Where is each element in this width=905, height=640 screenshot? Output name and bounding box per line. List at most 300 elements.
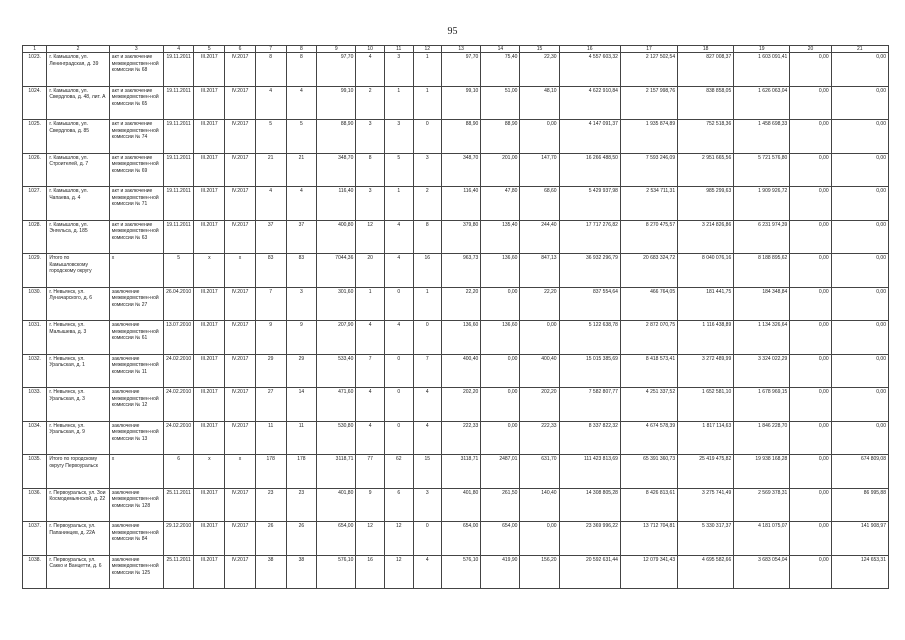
cell-area-private: 135,40 — [481, 220, 520, 254]
table-row — [23, 488, 889, 522]
cell-cost-other: 0,00 — [831, 254, 888, 288]
cell-area-resettled: 136,60 — [442, 321, 481, 355]
cell-cost-regional: 827 008,37 — [678, 53, 734, 87]
cell-planned-end: IV.2017 — [225, 421, 256, 455]
cell-residents-planned: 21 — [255, 153, 286, 187]
cell-cost-extra: 0,00 — [790, 153, 831, 187]
cell-residents-resettled: 14 — [286, 388, 317, 422]
column-number-cell: 10 — [356, 46, 385, 53]
cell-cost-total: 17 717 276,82 — [559, 220, 620, 254]
cell-row-number: 1035. — [23, 455, 47, 489]
cell-rooms-municipal: 4 — [413, 388, 442, 422]
cell-basis-document: заключение межведомствен-ной комиссии № 128 — [109, 488, 163, 522]
table-row — [23, 53, 889, 87]
cell-area-private: 654,00 — [481, 522, 520, 556]
table-row — [23, 522, 889, 556]
cell-area-municipal: 140,40 — [520, 488, 559, 522]
cell-cost-extra: 0,00 — [790, 53, 831, 87]
cell-row-number: 1033. — [23, 388, 47, 422]
cell-row-number: 1038. — [23, 555, 47, 589]
cell-row-number: 1024. — [23, 86, 47, 120]
column-number-cell: 9 — [317, 46, 356, 53]
cell-total-area: 207,90 — [317, 321, 356, 355]
cell-rooms-private: 0 — [384, 421, 413, 455]
cell-area-municipal: 147,70 — [520, 153, 559, 187]
cell-residents-resettled: 3 — [286, 287, 317, 321]
cell-total-area: 401,80 — [317, 488, 356, 522]
cell-area-municipal: 631,70 — [520, 455, 559, 489]
cell-residents-planned: 178 — [255, 455, 286, 489]
column-number-cell: 5 — [194, 46, 225, 53]
cell-cost-extra: 0,00 — [790, 86, 831, 120]
cell-cost-local: 1 626 063,04 — [734, 86, 790, 120]
table-row — [23, 153, 889, 187]
cell-area-private: 0,00 — [481, 421, 520, 455]
column-number-cell: 4 — [163, 46, 194, 53]
cell-basis-document: заключение межведомствен-ной комиссии № 61 — [109, 321, 163, 355]
cell-cost-extra: 0,00 — [790, 254, 831, 288]
cell-basis-document: х — [109, 254, 163, 288]
column-number-cell: 20 — [790, 46, 831, 53]
cell-rooms-private: 6 — [384, 488, 413, 522]
cell-area-private: 88,90 — [481, 120, 520, 154]
cell-rooms-municipal: 1 — [413, 53, 442, 87]
cell-cost-other: 141 908,97 — [831, 522, 888, 556]
column-number-cell: 16 — [559, 46, 620, 53]
cell-area-resettled: 22,20 — [442, 287, 481, 321]
cell-cost-local: 6 231 974,39 — [734, 220, 790, 254]
column-number-cell: 15 — [520, 46, 559, 53]
cell-recognition-date: 19.11.2011 — [163, 153, 194, 187]
cell-recognition-date: 13.07.2010 — [163, 321, 194, 355]
cell-area-private: 201,00 — [481, 153, 520, 187]
cell-recognition-date: 6 — [163, 455, 194, 489]
cell-recognition-date: 26.04.2010 — [163, 287, 194, 321]
cell-planned-start: III.2017 — [194, 555, 225, 589]
cell-cost-other: 0,00 — [831, 220, 888, 254]
cell-area-resettled: 88,90 — [442, 120, 481, 154]
column-number-row — [23, 46, 889, 53]
cell-rooms-total: 4 — [356, 388, 385, 422]
cell-row-number: 1025. — [23, 120, 47, 154]
cell-area-resettled: 202,20 — [442, 388, 481, 422]
cell-cost-other: 0,00 — [831, 388, 888, 422]
cell-residents-resettled: 11 — [286, 421, 317, 455]
cell-cost-fund: 8 270 475,57 — [620, 220, 677, 254]
cell-row-number: 1026. — [23, 153, 47, 187]
cell-cost-local: 1 909 926,72 — [734, 187, 790, 221]
cell-planned-end: х — [225, 254, 256, 288]
cell-planned-start: III.2017 — [194, 354, 225, 388]
cell-cost-other: 0,00 — [831, 120, 888, 154]
cell-row-number: 1029. — [23, 254, 47, 288]
cell-rooms-private: 62 — [384, 455, 413, 489]
cell-basis-document: х — [109, 455, 163, 489]
cell-area-municipal: 68,60 — [520, 187, 559, 221]
cell-cost-other: 0,00 — [831, 321, 888, 355]
cell-cost-regional: 181 441,75 — [678, 287, 734, 321]
cell-area-resettled: 576,10 — [442, 555, 481, 589]
cell-basis-document: акт и заключение межведомствен-ной комиссии № 71 — [109, 187, 163, 221]
cell-cost-fund: 8 418 573,41 — [620, 354, 677, 388]
cell-planned-end: IV.2017 — [225, 488, 256, 522]
cell-rooms-municipal: 0 — [413, 522, 442, 556]
cell-area-private: 419,90 — [481, 555, 520, 589]
cell-cost-total: 15 015 385,69 — [559, 354, 620, 388]
cell-cost-fund: 13 712 704,81 — [620, 522, 677, 556]
column-number-cell: 2 — [47, 46, 109, 53]
cell-rooms-municipal: 1 — [413, 287, 442, 321]
cell-planned-end: IV.2017 — [225, 187, 256, 221]
cell-total-area: 97,70 — [317, 53, 356, 87]
cell-planned-end: IV.2017 — [225, 120, 256, 154]
cell-recognition-date: 25.11.2011 — [163, 555, 194, 589]
cell-planned-end: х — [225, 455, 256, 489]
cell-rooms-municipal: 3 — [413, 488, 442, 522]
cell-cost-local: 8 188 895,62 — [734, 254, 790, 288]
cell-cost-regional: 985 299,63 — [678, 187, 734, 221]
cell-rooms-private: 3 — [384, 53, 413, 87]
cell-basis-document: акт и заключение межведомствен-ной комиссии № 63 — [109, 220, 163, 254]
cell-cost-fund: 2 872 070,75 — [620, 321, 677, 355]
cell-rooms-total: 12 — [356, 522, 385, 556]
cell-address: Итого по Камышловскому городскому округу — [47, 254, 109, 288]
table-row — [23, 187, 889, 221]
cell-area-municipal: 222,33 — [520, 421, 559, 455]
cell-planned-start: III.2017 — [194, 388, 225, 422]
cell-basis-document: заключение межведомствен-ной комиссии № 125 — [109, 555, 163, 589]
cell-residents-planned: 4 — [255, 86, 286, 120]
cell-row-number: 1028. — [23, 220, 47, 254]
cell-cost-extra: 0,00 — [790, 354, 831, 388]
cell-cost-extra: 0,00 — [790, 421, 831, 455]
column-number-cell: 19 — [734, 46, 790, 53]
cell-residents-planned: 4 — [255, 187, 286, 221]
cell-area-resettled: 99,10 — [442, 86, 481, 120]
cell-rooms-municipal: 2 — [413, 187, 442, 221]
page-number: 95 — [447, 26, 458, 37]
cell-total-area: 88,90 — [317, 120, 356, 154]
cell-area-private: 0,00 — [481, 388, 520, 422]
cell-address: г. Камышлов, ул. Чапаева, д. 4 — [47, 187, 109, 221]
cell-rooms-private: 4 — [384, 321, 413, 355]
cell-planned-start: III.2017 — [194, 488, 225, 522]
cell-address: г. Камышлов, ул. Ленинградская, д. 39 — [47, 53, 109, 87]
cell-planned-end: IV.2017 — [225, 388, 256, 422]
cell-total-area: 530,80 — [317, 421, 356, 455]
cell-rooms-private: 3 — [384, 120, 413, 154]
cell-cost-fund: 12 079 341,43 — [620, 555, 677, 589]
table-row — [23, 287, 889, 321]
cell-planned-start: III.2017 — [194, 220, 225, 254]
cell-recognition-date: 24.02.2010 — [163, 354, 194, 388]
cell-cost-fund: 4 251 337,52 — [620, 388, 677, 422]
cell-area-municipal: 202,20 — [520, 388, 559, 422]
cell-row-number: 1023. — [23, 53, 47, 87]
cell-planned-end: IV.2017 — [225, 287, 256, 321]
cell-planned-start: III.2017 — [194, 287, 225, 321]
cell-total-area: 654,00 — [317, 522, 356, 556]
cell-residents-resettled: 38 — [286, 555, 317, 589]
cell-recognition-date: 19.11.2011 — [163, 86, 194, 120]
cell-area-resettled: 400,40 — [442, 354, 481, 388]
column-number-cell: 3 — [109, 46, 163, 53]
cell-area-municipal: 244,40 — [520, 220, 559, 254]
cell-area-municipal: 22,20 — [520, 287, 559, 321]
cell-rooms-total: 77 — [356, 455, 385, 489]
cell-basis-document: акт и заключение межведомствен-ной комиссии № 65 — [109, 86, 163, 120]
cell-residents-planned: 38 — [255, 555, 286, 589]
cell-cost-total: 837 554,64 — [559, 287, 620, 321]
cell-rooms-total: 3 — [356, 187, 385, 221]
column-number-cell: 6 — [225, 46, 256, 53]
cell-rooms-private: 12 — [384, 522, 413, 556]
cell-cost-regional: 3 214 826,86 — [678, 220, 734, 254]
cell-cost-extra: 0,00 — [790, 522, 831, 556]
table-row — [23, 86, 889, 120]
cell-cost-local: 1 134 326,64 — [734, 321, 790, 355]
cell-area-resettled: 222,33 — [442, 421, 481, 455]
cell-cost-other: 0,00 — [831, 287, 888, 321]
cell-cost-fund: 65 391 360,73 — [620, 455, 677, 489]
cell-cost-fund: 2 534 711,31 — [620, 187, 677, 221]
cell-cost-extra: 0,00 — [790, 488, 831, 522]
cell-area-private: 75,40 — [481, 53, 520, 87]
cell-cost-extra: 0,00 — [790, 120, 831, 154]
cell-cost-local: 5 721 576,80 — [734, 153, 790, 187]
cell-area-resettled: 116,40 — [442, 187, 481, 221]
cell-cost-fund: 2 157 998,76 — [620, 86, 677, 120]
cell-cost-local: 3 324 022,29 — [734, 354, 790, 388]
cell-residents-resettled: 9 — [286, 321, 317, 355]
cell-cost-other: 0,00 — [831, 153, 888, 187]
cell-row-number: 1034. — [23, 421, 47, 455]
cell-rooms-municipal: 0 — [413, 120, 442, 154]
cell-rooms-total: 2 — [356, 86, 385, 120]
cell-cost-total: 111 423 813,69 — [559, 455, 620, 489]
cell-cost-extra: 0,00 — [790, 555, 831, 589]
cell-rooms-total: 4 — [356, 321, 385, 355]
cell-planned-end: IV.2017 — [225, 555, 256, 589]
cell-area-private: 47,80 — [481, 187, 520, 221]
column-number-cell: 1 — [23, 46, 47, 53]
cell-rooms-total: 3 — [356, 120, 385, 154]
cell-address: г. Первоуральск, ул. Зои Космодемьянской, д. 22 — [47, 488, 109, 522]
cell-residents-planned: 23 — [255, 488, 286, 522]
cell-area-municipal: 400,40 — [520, 354, 559, 388]
cell-address: г. Камышлов, ул. Свердлова, д. 85 — [47, 120, 109, 154]
cell-rooms-private: 1 — [384, 86, 413, 120]
cell-cost-local: 1 846 228,70 — [734, 421, 790, 455]
cell-planned-end: IV.2017 — [225, 53, 256, 87]
cell-cost-total: 16 266 488,50 — [559, 153, 620, 187]
cell-residents-planned: 11 — [255, 421, 286, 455]
cell-address: г. Камышлов, ул. Свердлова, д. 48, лит. А — [47, 86, 109, 120]
table-row — [23, 220, 889, 254]
cell-planned-end: IV.2017 — [225, 354, 256, 388]
cell-area-private: 136,60 — [481, 254, 520, 288]
cell-cost-fund: 1 935 874,89 — [620, 120, 677, 154]
cell-area-municipal: 22,30 — [520, 53, 559, 87]
cell-area-municipal: 48,10 — [520, 86, 559, 120]
cell-recognition-date: 25.11.2011 — [163, 488, 194, 522]
cell-basis-document: заключение межведомствен-ной комиссии № 13 — [109, 421, 163, 455]
cell-cost-local: 1 678 969,15 — [734, 388, 790, 422]
cell-cost-regional: 25 419 475,82 — [678, 455, 734, 489]
cell-total-area: 400,80 — [317, 220, 356, 254]
cell-basis-document: заключение межведомствен-ной комиссии № 12 — [109, 388, 163, 422]
cell-cost-fund: 4 674 578,39 — [620, 421, 677, 455]
table-row — [23, 321, 889, 355]
cell-rooms-total: 4 — [356, 53, 385, 87]
cell-total-area: 471,60 — [317, 388, 356, 422]
cell-total-area: 3118,71 — [317, 455, 356, 489]
cell-cost-local: 1 603 091,41 — [734, 53, 790, 87]
column-number-cell: 12 — [413, 46, 442, 53]
cell-rooms-total: 1 — [356, 287, 385, 321]
cell-residents-resettled: 4 — [286, 86, 317, 120]
column-number-cell: 11 — [384, 46, 413, 53]
cell-rooms-private: 0 — [384, 354, 413, 388]
cell-row-number: 1030. — [23, 287, 47, 321]
cell-cost-other: 674 809,08 — [831, 455, 888, 489]
cell-rooms-municipal: 4 — [413, 555, 442, 589]
cell-cost-extra: 0,00 — [790, 321, 831, 355]
cell-total-area: 99,10 — [317, 86, 356, 120]
cell-basis-document: заключение межведомствен-ной комиссии № 84 — [109, 522, 163, 556]
cell-address: г. Камышлов, ул. Энгельса, д. 185 — [47, 220, 109, 254]
cell-residents-planned: 7 — [255, 287, 286, 321]
cell-cost-regional: 8 040 076,16 — [678, 254, 734, 288]
cell-recognition-date: 19.11.2011 — [163, 187, 194, 221]
cell-rooms-municipal: 1 — [413, 86, 442, 120]
cell-area-resettled: 401,80 — [442, 488, 481, 522]
column-number-cell: 21 — [831, 46, 888, 53]
cell-total-area: 116,40 — [317, 187, 356, 221]
cell-cost-fund: 466 764,05 — [620, 287, 677, 321]
cell-rooms-private: 0 — [384, 287, 413, 321]
column-number-cell: 14 — [481, 46, 520, 53]
table-row — [23, 120, 889, 154]
cell-row-number: 1027. — [23, 187, 47, 221]
cell-cost-other: 0,00 — [831, 354, 888, 388]
cell-area-municipal: 156,20 — [520, 555, 559, 589]
cell-residents-resettled: 5 — [286, 120, 317, 154]
cell-basis-document: акт и заключение межведомствен-ной комиссии № 68 — [109, 53, 163, 87]
cell-cost-regional: 5 330 317,37 — [678, 522, 734, 556]
cell-area-private: 51,00 — [481, 86, 520, 120]
cell-cost-local: 19 938 168,28 — [734, 455, 790, 489]
cell-basis-document: акт и заключение межведомствен-ной комиссии № 74 — [109, 120, 163, 154]
cell-cost-total: 23 369 996,22 — [559, 522, 620, 556]
cell-cost-other: 0,00 — [831, 86, 888, 120]
cell-rooms-total: 7 — [356, 354, 385, 388]
cell-planned-start: х — [194, 455, 225, 489]
cell-area-municipal: 0,00 — [520, 522, 559, 556]
cell-cost-other: 124 653,31 — [831, 555, 888, 589]
cell-cost-regional: 752 518,36 — [678, 120, 734, 154]
cell-cost-fund: 7 593 246,09 — [620, 153, 677, 187]
column-number-cell: 13 — [442, 46, 481, 53]
cell-planned-start: III.2017 — [194, 86, 225, 120]
cell-total-area: 348,70 — [317, 153, 356, 187]
cell-rooms-municipal: 7 — [413, 354, 442, 388]
cell-cost-regional: 3 275 741,49 — [678, 488, 734, 522]
cell-area-municipal: 0,00 — [520, 321, 559, 355]
cell-row-number: 1037. — [23, 522, 47, 556]
cell-planned-start: III.2017 — [194, 522, 225, 556]
cell-area-resettled: 348,70 — [442, 153, 481, 187]
table-row — [23, 555, 889, 589]
cell-cost-regional: 4 695 582,66 — [678, 555, 734, 589]
cell-cost-extra: 0,00 — [790, 287, 831, 321]
cell-area-resettled: 963,73 — [442, 254, 481, 288]
cell-cost-total: 7 582 807,77 — [559, 388, 620, 422]
cell-cost-regional: 1 116 438,89 — [678, 321, 734, 355]
cell-total-area: 576,10 — [317, 555, 356, 589]
cell-recognition-date: 19.11.2011 — [163, 120, 194, 154]
cell-cost-other: 0,00 — [831, 187, 888, 221]
cell-planned-start: III.2017 — [194, 120, 225, 154]
column-number-cell: 8 — [286, 46, 317, 53]
cell-area-resettled: 654,00 — [442, 522, 481, 556]
cell-cost-extra: 0,00 — [790, 187, 831, 221]
cell-cost-total: 14 308 805,28 — [559, 488, 620, 522]
cell-row-number: 1031. — [23, 321, 47, 355]
column-number-cell: 18 — [678, 46, 734, 53]
cell-rooms-municipal: 4 — [413, 421, 442, 455]
cell-residents-resettled: 83 — [286, 254, 317, 288]
cell-cost-extra: 0,00 — [790, 220, 831, 254]
cell-cost-other: 86 995,88 — [831, 488, 888, 522]
cell-basis-document: акт и заключение межведомствен-ной комиссии № 69 — [109, 153, 163, 187]
cell-planned-end: IV.2017 — [225, 153, 256, 187]
cell-cost-total: 4 557 603,32 — [559, 53, 620, 87]
cell-cost-total: 8 337 822,32 — [559, 421, 620, 455]
cell-rooms-total: 4 — [356, 421, 385, 455]
cell-rooms-total: 20 — [356, 254, 385, 288]
cell-total-area: 301,60 — [317, 287, 356, 321]
cell-recognition-date: 24.02.2010 — [163, 388, 194, 422]
cell-cost-total: 4 622 910,84 — [559, 86, 620, 120]
column-number-cell: 7 — [255, 46, 286, 53]
cell-residents-resettled: 178 — [286, 455, 317, 489]
cell-cost-total: 20 592 631,44 — [559, 555, 620, 589]
cell-rooms-private: 1 — [384, 187, 413, 221]
table-row — [23, 354, 889, 388]
cell-address: г. Невьянск, ул. Луначарского, д. 6 — [47, 287, 109, 321]
cell-rooms-total: 9 — [356, 488, 385, 522]
cell-cost-total: 4 147 091,37 — [559, 120, 620, 154]
cell-residents-resettled: 37 — [286, 220, 317, 254]
cell-cost-extra: 0,00 — [790, 388, 831, 422]
cell-rooms-municipal: 0 — [413, 321, 442, 355]
cell-total-area: 533,40 — [317, 354, 356, 388]
cell-row-number: 1036. — [23, 488, 47, 522]
cell-area-private: 2487,01 — [481, 455, 520, 489]
cell-planned-start: III.2017 — [194, 421, 225, 455]
table-row — [23, 455, 889, 489]
cell-address: г. Невьянск, ул. Уральская, д. 3 — [47, 388, 109, 422]
cell-rooms-private: 4 — [384, 220, 413, 254]
cell-recognition-date: 24.02.2010 — [163, 421, 194, 455]
cell-cost-fund: 20 683 324,72 — [620, 254, 677, 288]
cell-address: г. Камышлов, ул. Строителей, д. 7 — [47, 153, 109, 187]
cell-cost-regional: 2 951 665,56 — [678, 153, 734, 187]
cell-recognition-date: 29.12.2010 — [163, 522, 194, 556]
cell-planned-end: IV.2017 — [225, 220, 256, 254]
cell-area-resettled: 379,80 — [442, 220, 481, 254]
